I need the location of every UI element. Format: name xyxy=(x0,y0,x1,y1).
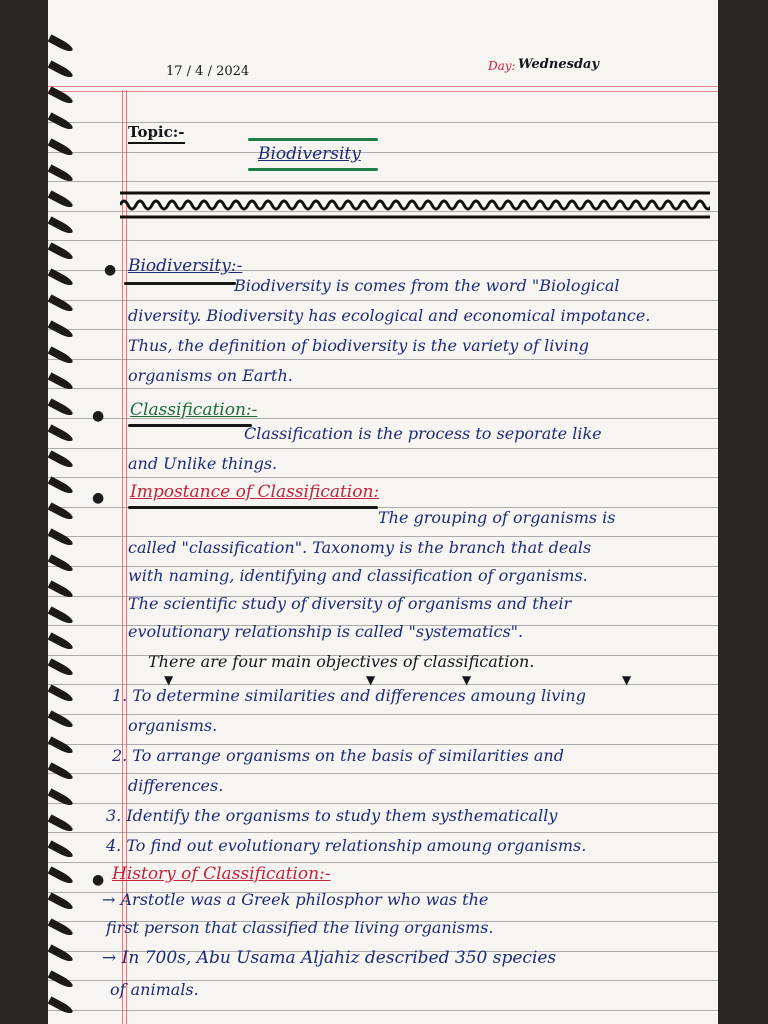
notebook-page xyxy=(48,0,718,1024)
ruled-line xyxy=(48,240,718,241)
spiral-hole xyxy=(48,658,74,677)
ruled-line xyxy=(48,773,718,774)
spiral-hole xyxy=(48,684,74,703)
spiral-hole xyxy=(48,502,74,521)
importance-line-5: evolutionary relationship is called "systematics". xyxy=(128,622,524,641)
biodiversity-line-4: organisms on Earth. xyxy=(128,366,293,385)
ruled-line xyxy=(48,832,718,833)
spiral-hole xyxy=(48,398,74,417)
ruled-line xyxy=(48,359,718,360)
ruled-line xyxy=(48,388,718,389)
spiral-hole xyxy=(48,840,74,859)
header-red-line xyxy=(48,91,718,92)
biodiversity-heading: Biodiversity:- xyxy=(128,256,243,276)
ruled-line xyxy=(48,300,718,301)
ruled-line xyxy=(48,329,718,330)
spiral-hole xyxy=(48,788,74,807)
date: 17 / 4 / 2024 xyxy=(166,64,250,79)
history-line-2: first person that classified the living organisms. xyxy=(106,918,494,937)
importance-line-2: called "classification". Taxonomy is the branch that deals xyxy=(128,538,592,557)
spiral-hole xyxy=(48,268,74,287)
spiral-hole xyxy=(48,632,74,651)
ruled-line xyxy=(48,477,718,478)
spiral-hole xyxy=(48,528,74,547)
wave-divider xyxy=(120,190,710,220)
ruled-line xyxy=(48,181,718,182)
heading-underline xyxy=(128,506,378,509)
ruled-line xyxy=(48,448,718,449)
bullet-dot: ● xyxy=(92,490,105,506)
spiral-hole xyxy=(48,736,74,755)
ruled-line xyxy=(48,1010,718,1011)
spiral-hole xyxy=(48,34,74,53)
spiral-hole xyxy=(48,476,74,495)
bullet-dot: ● xyxy=(92,872,105,888)
ruled-line xyxy=(48,714,718,715)
heading-underline xyxy=(124,282,236,285)
ruled-line xyxy=(48,684,718,685)
bullet-dot: ● xyxy=(92,408,105,424)
spiral-hole xyxy=(48,138,74,157)
spiral-hole xyxy=(48,944,74,963)
importance-line-3: with naming, identifying and classification of organisms. xyxy=(128,566,588,585)
objective-2: 2. To arrange organisms on the basis of similarities and xyxy=(112,746,564,765)
ruled-line xyxy=(48,744,718,745)
topic-label: Topic:- xyxy=(128,122,185,144)
objective-3: 3. Identify the organisms to study them systhematically xyxy=(106,806,558,825)
heading-underline xyxy=(128,424,252,427)
history-heading: History of Classification:- xyxy=(112,864,331,884)
classification-line-1: Classification is the process to seporate like xyxy=(244,424,602,443)
spiral-hole xyxy=(48,814,74,833)
spiral-hole xyxy=(48,242,74,261)
spiral-hole xyxy=(48,294,74,313)
history-line-3: → In 700s, Abu Usama Aljahiz described 350 species xyxy=(102,948,557,968)
spiral-hole xyxy=(48,892,74,911)
importance-line-6: There are four main objectives of classification. xyxy=(148,652,535,671)
spiral-hole xyxy=(48,450,74,469)
spiral-hole xyxy=(48,346,74,365)
title-underline-green xyxy=(248,138,378,141)
importance-heading: Impostance of Classification: xyxy=(130,482,380,502)
spiral-hole xyxy=(48,216,74,235)
spiral-hole xyxy=(48,86,74,105)
biodiversity-line-3: Thus, the definition of biodiversity is the variety of living xyxy=(128,336,590,355)
title-underline-green xyxy=(248,168,378,171)
spiral-hole xyxy=(48,866,74,885)
history-line-1: → Arstotle was a Greek philosphor who was the xyxy=(102,890,489,909)
ruled-line xyxy=(48,862,718,863)
history-line-4: of animals. xyxy=(110,980,199,999)
spiral-hole xyxy=(48,554,74,573)
spiral-hole xyxy=(48,190,74,209)
spiral-hole xyxy=(48,606,74,625)
biodiversity-line-1: Biodiversity is comes from the word "Biological xyxy=(234,276,620,295)
spiral-hole xyxy=(48,762,74,781)
down-arrow-icon: ▼ xyxy=(462,673,472,687)
spiral-hole xyxy=(48,996,74,1015)
objective-1: 1. To determine similarities and differences amoung living xyxy=(112,686,586,705)
objective-4: 4. To find out evolutionary relationship amoung organisms. xyxy=(106,836,587,855)
page-title: Biodiversity xyxy=(258,144,361,164)
down-arrow-icon: ▼ xyxy=(164,673,174,687)
day-label: Day: xyxy=(488,59,516,73)
ruled-line xyxy=(48,803,718,804)
spiral-hole xyxy=(48,424,74,443)
down-arrow-icon: ▼ xyxy=(622,673,632,687)
biodiversity-line-2: diversity. Biodiversity has ecological and economical impotance. xyxy=(128,306,651,325)
header-red-line xyxy=(48,86,718,87)
classification-heading: Classification:- xyxy=(130,400,258,420)
classification-line-2: and Unlike things. xyxy=(128,454,278,473)
importance-line-4: The scientific study of diversity of organisms and their xyxy=(128,594,572,613)
down-arrow-icon: ▼ xyxy=(366,673,376,687)
spiral-hole xyxy=(48,320,74,339)
ruled-line xyxy=(48,536,718,537)
importance-line-1: The grouping of organisms is xyxy=(378,508,616,527)
ruled-line xyxy=(48,152,718,153)
objective-2-cont: differences. xyxy=(128,776,224,795)
day-value: Wednesday xyxy=(518,57,600,72)
spiral-hole xyxy=(48,60,74,79)
bullet-dot: ● xyxy=(104,262,117,278)
objective-1-cont: organisms. xyxy=(128,716,218,735)
